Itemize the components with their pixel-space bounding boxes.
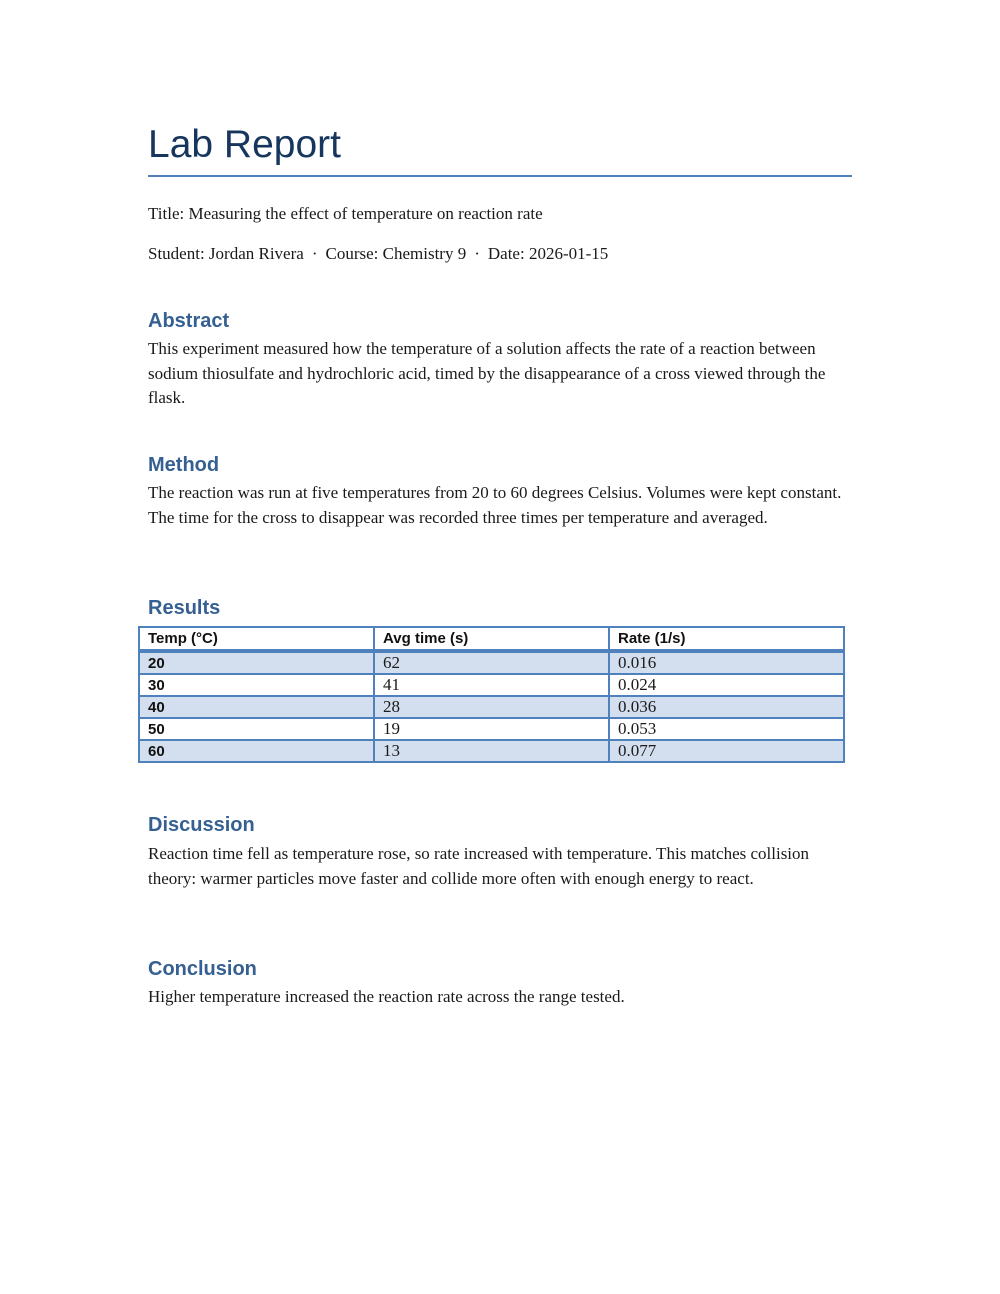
meta-separator: · (474, 244, 480, 263)
cell-temp: 50 (139, 718, 374, 740)
cell-temp: 20 (139, 651, 374, 674)
cell-rate: 0.024 (609, 674, 844, 696)
abstract-heading: Abstract (148, 310, 230, 332)
report-meta-line (148, 242, 608, 266)
cell-avg-time: 19 (374, 718, 609, 740)
table-row (139, 740, 844, 762)
column-header-rate: Rate (1/s) (609, 627, 844, 651)
discussion-text: Reaction time fell as temperature rose, so rate increased with temperature. This matches collision theory: warmer particles move faster and collide more often with enough energy to react. (148, 844, 810, 888)
discussion-heading: Discussion (148, 814, 255, 836)
cell-avg-time: 13 (374, 740, 609, 762)
table-header-row (139, 627, 844, 651)
column-header-avg-time: Avg time (s) (374, 627, 609, 651)
conclusion-heading: Conclusion (148, 958, 257, 980)
table-row (139, 718, 844, 740)
report-date: Date: 2026-01-15 (487, 244, 609, 263)
results-heading: Results (148, 597, 221, 619)
cell-rate: 0.053 (609, 718, 844, 740)
document-title: Lab Report (148, 123, 341, 166)
cell-temp: 60 (139, 740, 374, 762)
student-name: Student: Jordan Rivera (148, 244, 304, 263)
cell-rate: 0.036 (609, 696, 844, 718)
cell-avg-time: 41 (374, 674, 609, 696)
cell-rate: 0.077 (609, 740, 844, 762)
abstract-text: This experiment measured how the temperature of a solution affects the rate of a reaction between sodium thiosulfate and hydrochloric acid, timed by the disappearance of a cross viewed through the flask. (148, 339, 826, 407)
cell-temp: 40 (139, 696, 374, 718)
report-title-line: Title: Measuring the effect of temperature on reaction rate (148, 204, 543, 223)
conclusion-text: Higher temperature increased the reaction rate across the range tested. (148, 987, 625, 1006)
table-row (139, 696, 844, 718)
course-name: Course: Chemistry 9 (325, 244, 467, 263)
column-header-temp: Temp (°C) (139, 627, 374, 651)
cell-avg-time: 62 (374, 651, 609, 674)
cell-avg-time: 28 (374, 696, 609, 718)
method-heading: Method (148, 454, 220, 476)
cell-temp: 30 (139, 674, 374, 696)
results-table (138, 626, 845, 763)
method-text: The reaction was run at five temperatures from 20 to 60 degrees Celsius. Volumes were kept constant. The time for the cross to disappear was recorded three times per temperature and averaged. (148, 483, 842, 527)
meta-separator: · (311, 244, 318, 263)
cell-rate: 0.016 (609, 651, 844, 674)
title-divider (148, 175, 852, 177)
table-row (139, 674, 844, 696)
table-row (139, 651, 844, 674)
